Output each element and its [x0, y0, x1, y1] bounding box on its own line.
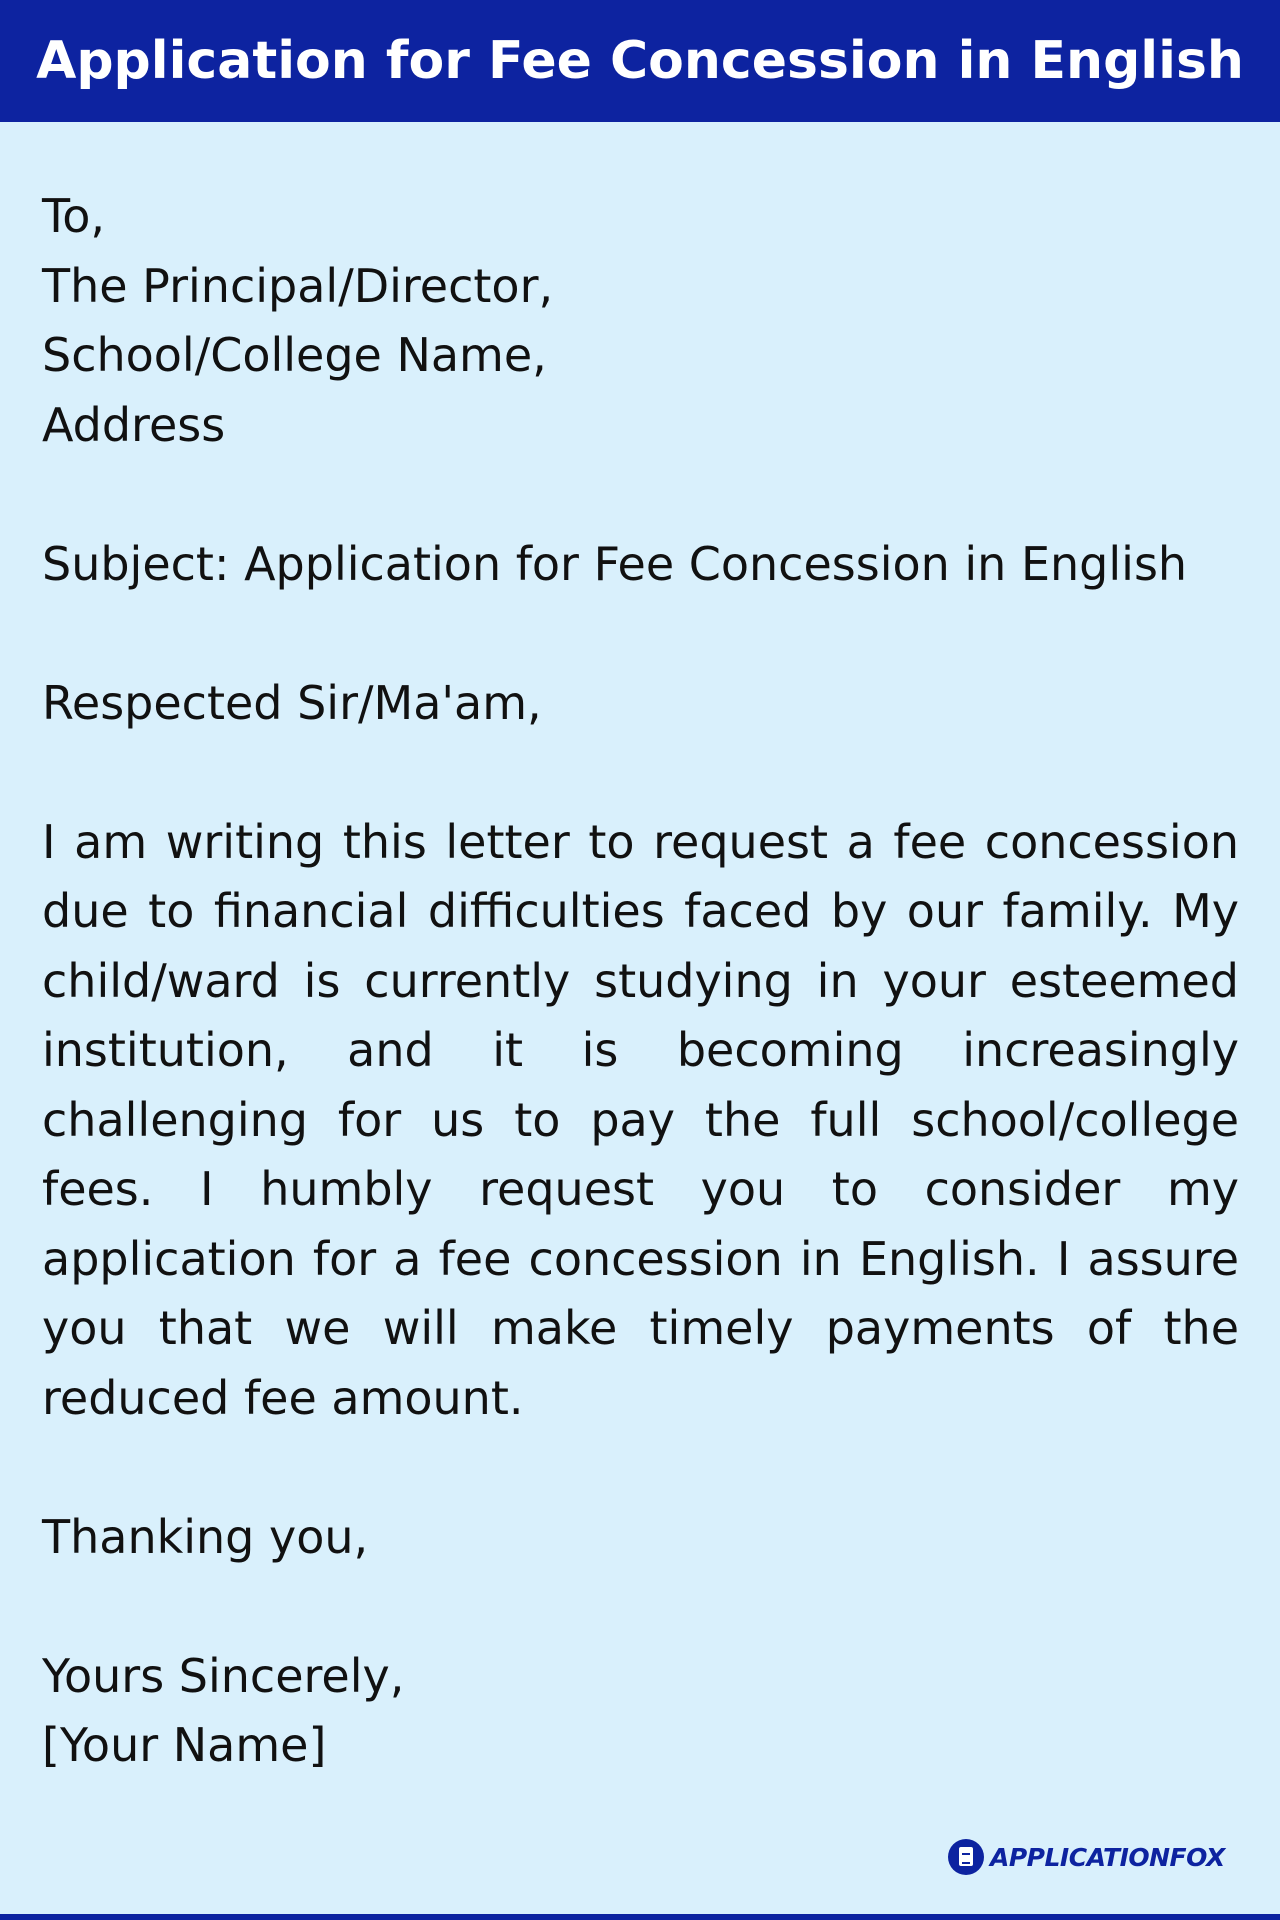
address-line: To, [42, 189, 106, 243]
address-line: The Principal/Director, [42, 258, 554, 313]
address-line: Address [42, 397, 226, 452]
letter-body [42, 182, 1239, 1781]
signature-line: [Your Name] [42, 1718, 327, 1772]
page-title: Application for Fee Concession in English [36, 31, 1244, 91]
address-line: School/College Name, [42, 328, 547, 382]
closing-line: Yours Sincerely, [42, 1648, 405, 1703]
page-header [0, 0, 1280, 122]
letter-paragraph: I am writing this letter to request a fee concession due to financial difficulties faced by our family. My child/ward is currently studying in your esteemed institution, and it is becoming increasingly challenging for us to pay the full school/college fees. I humbly request you to consider my application for a fee concession in English. I assure you that we will make timely payments of the reduced fee amount. [42, 814, 1239, 1425]
brand-logo [948, 1837, 1225, 1877]
bottom-border [0, 1914, 1280, 1920]
salutation: Respected Sir/Ma'am, [42, 675, 542, 730]
document-icon [948, 1839, 984, 1875]
thanks-line: Thanking you, [42, 1509, 369, 1564]
subject-line: Subject: Application for Fee Concession in English [42, 536, 1188, 591]
brand-name: APPLICATIONFOX [990, 1842, 1225, 1872]
